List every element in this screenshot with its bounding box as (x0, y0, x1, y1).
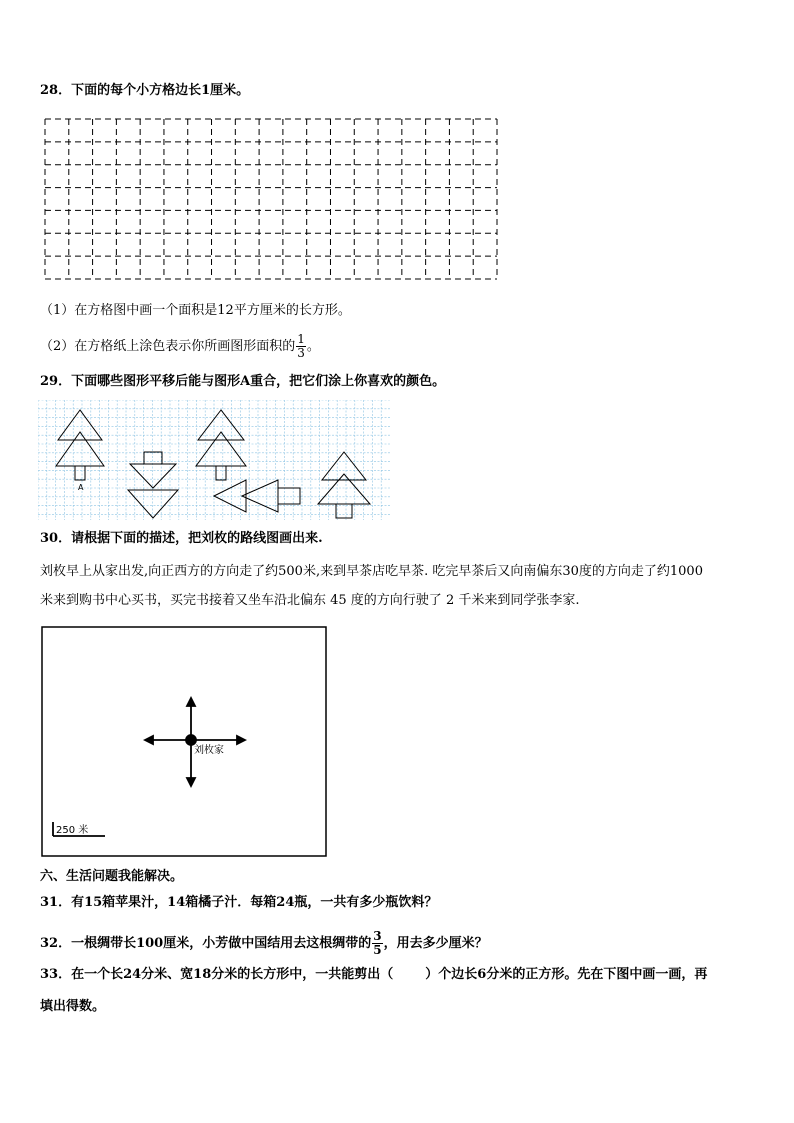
q32 (40, 930, 488, 957)
q30-title: 30．请根据下面的描述，把刘枚的路线图画出来. (40, 531, 323, 546)
q28-part1: （1）在方格图中画一个面积是12平方厘米的长方形。 (40, 303, 351, 318)
q28-fraction-denominator: 3 (297, 346, 305, 360)
tree-shape-down[interactable] (128, 452, 178, 518)
q29-title: 29．下面哪些图形平移后能与图形A重合，把它们涂上你喜欢的颜色。 (40, 374, 446, 389)
q28-square-grid[interactable] (44, 118, 499, 280)
q33-text: 33．在一个长24分米、宽18分米的长方形中，一共能剪出（ (40, 967, 394, 982)
q32-fraction-numerator: 3 (373, 929, 382, 943)
q33 (40, 966, 707, 984)
q30-map-frame[interactable] (41, 626, 328, 858)
q28-part2-end: 。 (306, 339, 320, 354)
q31-text: 31．有15箱苹果汁，14箱橘子汁．每箱24瓶，一共有多少瓶饮料？ (40, 895, 438, 910)
q28-title: 28．下面的每个小方格边长1厘米。 (40, 83, 250, 98)
q33-line2: 填出得数。 (40, 999, 106, 1014)
q28-part2 (40, 333, 320, 360)
home-point-icon (186, 735, 196, 745)
q29-shape-grid (38, 400, 390, 520)
q32-text-end: ，用去多少厘米？ (383, 936, 488, 951)
q28-fraction (296, 333, 306, 360)
tree-shape-left[interactable] (214, 480, 300, 512)
q30-desc-line1: 刘枚早上从家出发,向正西方的方向走了约500米,来到早茶店吃早茶. 吃完早茶后又向南偏东30度的方向走了约1000 (40, 564, 703, 579)
section6-title: 六、生活问题我能解决。 (40, 869, 184, 884)
q28-fraction-numerator: 1 (297, 332, 305, 346)
label-a: A (78, 483, 84, 492)
tree-shape-a[interactable] (56, 410, 104, 480)
q32-fraction (372, 930, 382, 957)
q30-desc-line2: 米来到购书中心买书，买完书接着又坐车沿北偏东 45 度的方向行驶了 2 千米来到同学张李家. (40, 593, 580, 608)
home-label: 刘枚家 (194, 745, 224, 756)
scale-label: 250 米 (56, 825, 89, 836)
q33-text-end: ）个边长6分米的正方形。先在下图中画一画，再 (425, 967, 708, 982)
q32-text: 32．一根绸带长100厘米，小芳做中国结用去这根绸带的 (40, 936, 372, 951)
tree-shape-up[interactable] (196, 410, 246, 480)
q32-fraction-denominator: 5 (373, 943, 382, 957)
q28-part2-text: （2）在方格纸上涂色表示你所画图形面积的 (40, 339, 296, 354)
